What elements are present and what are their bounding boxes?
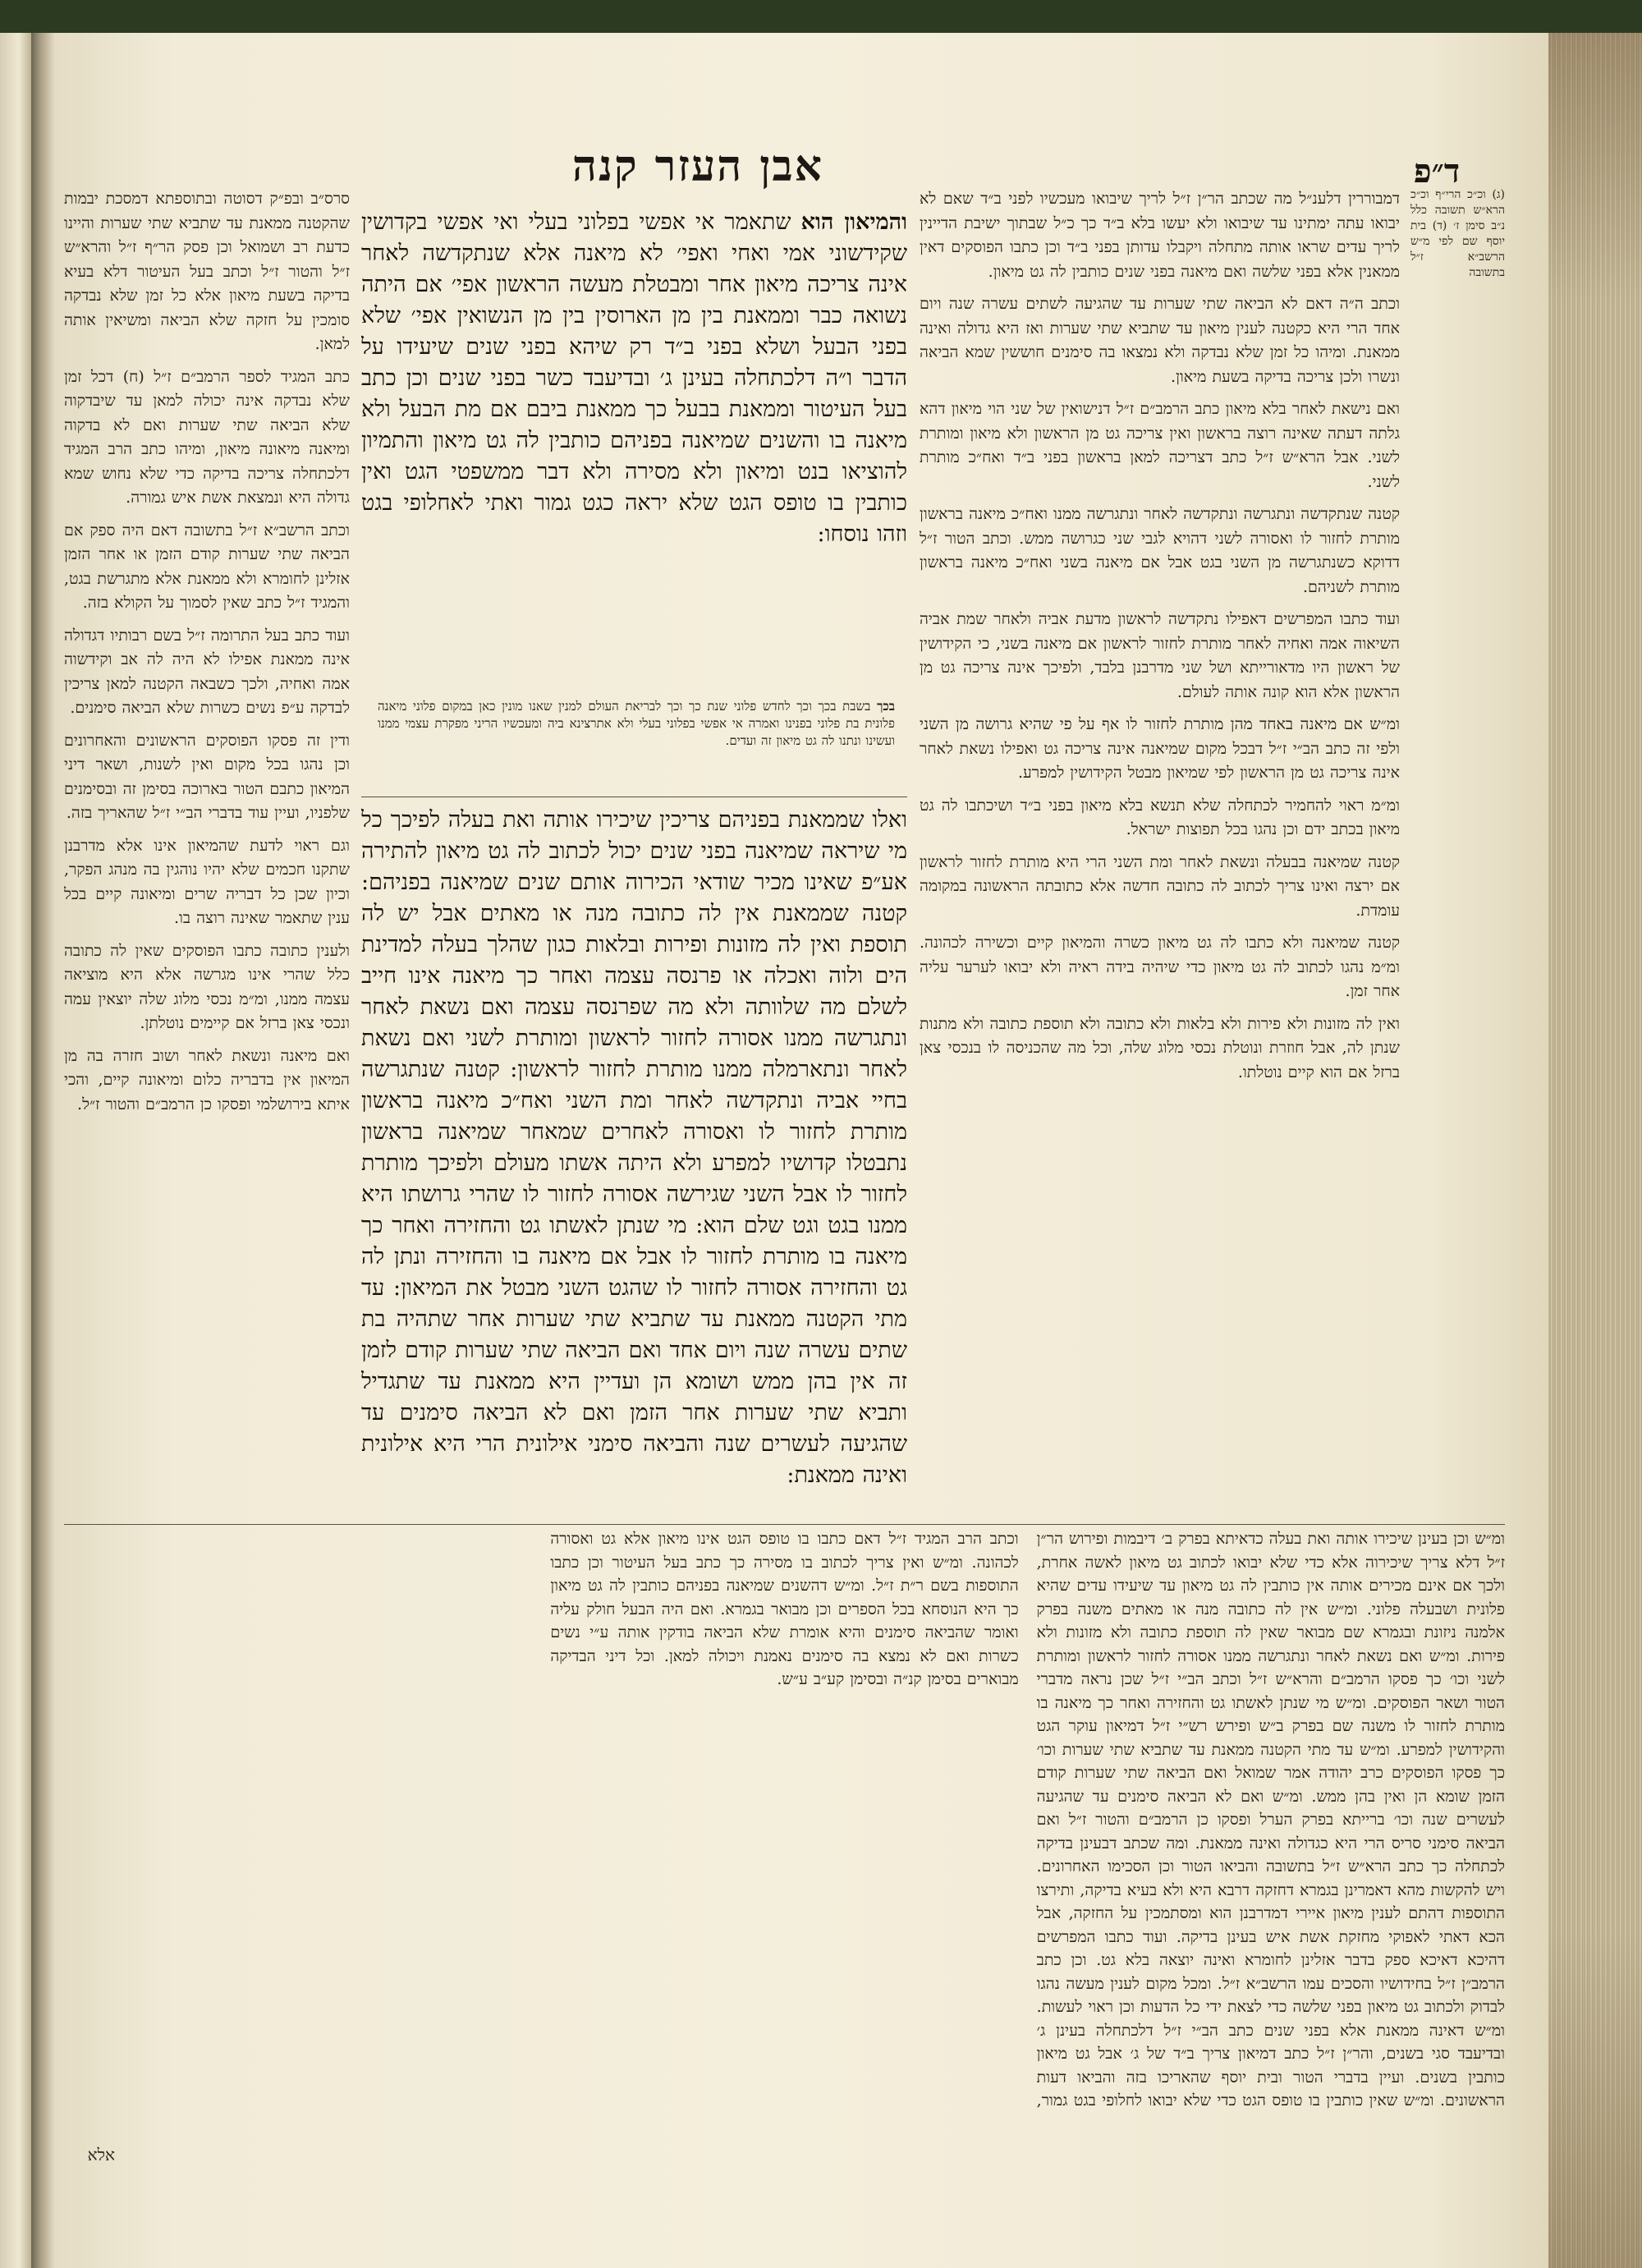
main-text-block — [361, 207, 907, 683]
catchword: אלא — [87, 2145, 115, 2165]
folio-number: ד״פ — [1413, 152, 1461, 191]
formula-lead-word: בכך — [877, 699, 895, 714]
bottom-commentary-text: ומ״ש וכן בעינן שיכירו אותה ואת בעלה כדאיתא בפרק ב׳ דיבמות ופירוש הר״ן ז״ל דלא צריך שיכירוה אלא כדי שלא יבואו לכתוב גט מיאון לאשה אחרת, ולכך אם אינם מכירים אותה אין כותבין לה גט מיאון עד שיעידו עדים שהיא פלונית ושבעלה פלוני. ומ״ש אין לה כתובה מנה או מאתים משנה בפרק אלמנה ניזונת ובגמרא שם מבואר שאין לה תוספת כתובה ולא מזונות ולא פירות. ומ״ש ואם נשאת לאחר ונתגרשה ממנו אסורה לחזור לראשון ומותרת לשני וכו׳ כך פסקו הרמב״ם והרא״ש ז״ל וכתב הב״י ז״ל שכן נראה מדברי הטור ושאר הפוסקים. ומ״ש מי שנתן לאשתו גט והחזירה ואחר כך מיאנה בו מותרת לחזור לו משנה שם בפרק ב״ש ופירש רש״י ז״ל דמיאון עוקר הגט והקידושין למפרע. ומ״ש עד מתי הקטנה ממאנת עד שתביא שתי שערות וכו׳ כך פסקו הפוסקים כרב יהודה אמר שמואל ואם הביאה שתי שערות קודם הזמן שומא הן ואין בהן ממש. ומ״ש ואם לא הביאה סימנים עד שהגיעה לעשרים שנה וכו׳ ברייתא בפרק הערל ופסקו כן הרמב״ם והטור ז״ל ואם הביאה סימני סריס הרי היא כגדולה ואינה ממאנת. ומה שכתב דבעינן בדיקה לכתחלה כך כתב הרא״ש ז״ל בתשובה והביאו הטור וכן הסכימו האחרונים. ויש להקשות מהא דאמרינן בגמרא דחזקה דרבא היא ולא בעיא בדיקה, ותירצו התוספות דהתם לענין מיאון איירי דמדרבנן הוא ומסתמכין על החזקה, אבל הכא דאתי לאפוקי מחזקת אשת איש בעינן בדיקה. ועוד כתבו המפרשים דהיכא דאיכא ספק בדבר אזלינן לחומרא ואינה יוצאה בלא גט. וכן כתב הרמב״ן ז״ל בחידושיו והסכים עמו הרשב״א ז״ל. ומכל מקום לענין מעשה נהגו לבדוק ולכתוב גט מיאון בפני שלשה כדי לצאת ידי כל הדעות וכן ראוי לעשות. ומ״ש דאינה ממאנת אלא בפני שנים כתב הב״י ז״ל דלכתחלה בעינן ג׳ ובדיעבד סגי בשנים, והר״ן ז״ל כתב דמיאון צריך ב״ד של ג׳ אבל גט מיאון כותבין בשנים. ועיין בדברי הטור ובית יוסף שהאריכו בזה והביאו דעות הראשונים. ומ״ש שאין כותבין בו טופס הגט כדי שלא יבואו לחלופי בגט גמור, וכתב הרב המגיד ז״ל דאם כתבו בו טופס הגט אינו מיאון אלא גט ואסורה לכהונה. ומ״ש ואין צריך לכתוב בו מסירה כך כתב בעל העיטור וכן כתבו התוספות בשם ר״ת ז״ל. ומ״ש דהשנים שמיאנה בפניהם כותבין לה גט מיאון כך היא הנוסחא בכל הספרים וכן מבואר בגמרא. ואם היה הבעל חולק עליה ואומר שהביאה סימנים והיא אומרת שלא הביאה בודקין אותה ע״י נשים כשרות ואם לא נמצא בה סימנים נאמנת ויכולה למאן. וכל דיני הבדיקה מבוארים בסימן קנ״ה ובסימן קע״ב ע״ש. — [550, 1530, 1505, 2110]
commentary-paragraph: סרס״ב ובפ״ק דסוטה ובתוספתא דמסכת יבמות שהקטנה ממאנת עד שתביא שתי שערות והיינו כדעת רב ושמואל וכן פסק הר״ף ז״ל והרא״ש ז״ל והטור ז״ל וכתב בעל העיטור דלא בעיא בדיקה בשעת מיאון אלא כל זמן שלא נבדקה סומכין על חזקה שלא הביאה ומשיאין אותה למאן. — [64, 190, 350, 353]
left-commentary-column — [64, 187, 350, 1526]
bottom-section-divider — [64, 1524, 1505, 1525]
commentary-paragraph: ומ״מ ראוי להחמיר לכתחלה שלא תנשא בלא מיאון בפני ב״ד ושיכתבו לה גט מיאון בכתב ידם וכן נהגו בכל תפוצות ישראל. — [920, 796, 1400, 838]
bottom-commentary-block — [64, 1527, 1505, 2135]
commentary-paragraph: ואם נישאת לאחר בלא מיאון כתב הרמב״ם ז״ל דנישואין של שני הוי מיאון דהא גלתה דעתה שאינה רוצה בראשון ואין צריכה גט מן הראשון ולא מיאון ומותרת לשני. אבל הרא״ש ז״ל כתב דצריכה למאן בראשון בפני ב״ד ואח״כ מותרת לשני. — [920, 400, 1400, 491]
commentary-paragraph: ומ״ש אם מיאנה באחד מהן מותרת לחזור לו אף על פי שהיא גרושה מן השני ולפי זה כתב הב״י ז״ל דבכל מקום שמיאנה אינה צריכה גט ואפילו נשאת לאחר אינה צריכה גט מן הראשון לפי שמיאון מבטל הקידושין למפרע. — [920, 715, 1400, 782]
margin-note — [1410, 187, 1505, 335]
fore-edge-shadow — [1548, 33, 1642, 2268]
book-gutter — [31, 33, 54, 2268]
scan-background — [0, 0, 1642, 33]
commentary-paragraph: ולענין כתובה כתבו הפוסקים שאין לה כתובה כלל שהרי אינו מגרשה אלא היא מוציאה עצמה ממנו, ומ״מ נכסי מלוג שלה יוצאין עמה ונכסי צאן ברזל אם קיימים נוטלתן. — [64, 941, 350, 1032]
commentary-paragraph: קטנה שמיאנה בבעלה ונשאת לאחר ומת השני הרי היא מותרת לחזור לראשון אם ירצה ואינו צריך לכתוב לה כתובה חדשה אלא כתובתה הראשונה במקומה עומדת. — [920, 852, 1400, 920]
commentary-paragraph: כתב המגיד לספר הרמב״ם ז״ל (ח) דכל זמן שלא נבדקה אינה יכולה למאן עד שיבדקוה שלא הביאה שתי שערות ואם לא בדקוה ומיאנה מיאונה מיאון, ומיהו כתב הרב המגיד דלכתחלה צריכה בדיקה כדי שלא נחוש שמא גדולה היא ונמצאת אשת איש גמורה. — [64, 367, 350, 507]
commentary-paragraph: וכתב הרשב״א ז״ל בתשובה דאם היה ספק אם הביאה שתי שערות קודם הזמן או אחר הזמן אזלינן לחומרא ולא ממאנת אלא מתגרשת בגט, והמגיד ז״ל כתב שאין לסמוך על הקולא בזה. — [64, 521, 350, 612]
running-title: אבן העזר קנה — [572, 141, 823, 191]
commentary-paragraph: ועוד כתבו המפרשים דאפילו נתקדשה לראשון מדעת אביה ולאחר שמת אביה השיאוה אמה ואחיה לאחר מותרת לחזור לראשון אם מיאנה בשני, כי הקידושין של ראשון היו מדאורייתא ושל שני מדרבנן בלבד, ולפיכך אינה צריכה גט מן הראשון אלא הוא קונה אותה לעולם. — [920, 610, 1400, 701]
formula-text: בשבת בכך וכך לחדש פלוני שנת כך וכך לבריאת העולם למנין שאנו מונין כאן במקום פלוני מיאנה פלונית בת פלוני בפנינו ואמרה אי אפשי בפלוני בעלי ולא אתרצינא ביה ומעכשיו הריני מפקרת עצמי ממנו ועשינו ונתנו לה גט מיאון זה ועדים. — [378, 699, 895, 748]
main-text-block-continued — [361, 805, 907, 1523]
get-mius-formula — [378, 698, 895, 797]
commentary-paragraph: ואין לה מזונות ולא פירות ולא בלאות ולא כתובה ולא תוספת כתובה ולא מתנות שנתן לה, אבל חוזרת ונוטלת נכסי מלוג שלה, וכל מה שהכניסה לו בנכסי צאן ברזל אם הוא קיים נוטלתו. — [920, 1014, 1400, 1081]
main-text-body-continued: ואלו שממאנת בפניהם צריכין שיכירו אותה ואת בעלה לפיכך כל מי שיראה שמיאנה בפני שנים יכול לכתוב לה גט מיאון להתירה אע״פ שאינו מכיר שודאי הכירוה אותם שנים שמיאנה בפניהם: קטנה שממאנת אין לה כתובה מנה או מאתים אבל יש לה תוספת ואין לה מזונות ופירות ובלאות כגון שהלך בעלה למדינת הים ולוה ואכלה או פרנסה עצמה ואחר כך מיאנה אינו חייב לשלם מה שלוותה ולא מה שפרנסה עצמה ואם נשאת לאחר ונתגרשה ממנו אסורה לחזור לראשון ומותרת לשני ואם נשאת לאחר ונתארמלה ממנו מותרת לחזור לראשון: קטנה שנתגרשה בחיי אביה ונתקדשה לאחר ומת השני ואח״כ מיאנה בראשון מותרת לחזור לו ואסורה לאחרים שמאחר שמיאנה בראשון נתבטלו קדושיו למפרע ולא היתה אשתו מעולם ולפיכך מותרת לחזור לו אבל השני שגירשה אסורה לחזור לו שהרי גרושתו היא ממנו בגט וגט שלם הוא: מי שנתן לאשתו גט והחזירה ואחר כך מיאנה בו מותרת לחזור לו אבל אם מיאנה בו והחזירה ונתן לה גט והחזירה אסורה לחזור לו שהגט השני מבטל את המיאון: עד מתי הקטנה ממאנת עד שתביא שתי שערות אחר שתהיה בת שתים עשרה שנה ויום אחד ואם הביאה שתי שערות קודם לזמן זה אין בהן ממש ושומא הן ועדיין היא ממאנת עד שתגדיל ותביא שתי שערות אחר הזמן ואם לא הביאה סימנים עד שהגיעה לעשרים שנה והביאה סימני אילונית הרי היא אילונית ואינה ממאנת: — [361, 807, 907, 1488]
commentary-paragraph: וכתב ה״ה דאם לא הביאה שתי שערות עד שהגיעה לשתים עשרה שנה ויום אחד הרי היא כקטנה לענין מיאון עד שתביא שתי שערות ואז היא גדולה ואינה ממאנת. ומיהו כל זמן שלא נבדקה ולא נמצאו בה סימנים חוששין שמא הביאה ונשרו ולכן צריכה בדיקה בשעת מיאון. — [920, 295, 1400, 386]
commentary-paragraph: ודין זה פסקו הפוסקים הראשונים והאחרונים וכן נהגו בכל מקום ואין לשנות, ושאר דיני המיאון כתבם הטור בארוכה בסימן זה ובסימנים שלפניו, ועיין עוד בדברי הב״י ז״ל שהאריך בזה. — [64, 731, 350, 822]
main-text-lead-word: והמיאון הוא — [800, 209, 907, 235]
commentary-paragraph: קטנה שנתקדשה ונתגרשה ונתקדשה לאחר ונתגרשה ממנו ואח״כ מיאנה בראשון מותרת לחזור לו ואסורה לשני דהויא לגבי שני כגרושה ממש. וכתב הטור ז״ל דדוקא כשנתגרשה מן השני בגט אבל אם מיאנה בשני ואח״כ מיאנה בראשון מותרת לשניהם. — [920, 505, 1400, 596]
commentary-paragraph: וגם ראוי לדעת שהמיאון אינו אלא מדרבנן שתקנו חכמים שלא יהיו נוהגין בה מנהג הפקר, וכיון שכן כל דבריה שרים ומיאונה קיים בכל ענין שתאמר שאינה רוצה בו. — [64, 836, 350, 927]
commentary-paragraph: דמבוררין דלענ״ל מה שכתב הר״ן ז״ל לריך שיבואו מעכשיו לפני ב״ד שאם לא יבואו עתה ימתינו עד שיבואו ולא יעשו בלא ב״ד כך כ״ל שבתוך ישיבת הדיינין לריך עדים שראו אותה מתחלה ויקבלו עדותן בפני ב״ד וכן כתבו הפוסקים דאין ממאנין אלא בפני שלשה ואם מיאנה בפני שנים כותבין לה גט מיאון. — [920, 190, 1400, 281]
right-commentary-column — [920, 187, 1400, 1489]
previous-page-edge — [0, 33, 31, 2268]
commentary-paragraph: קטנה שמיאנה ולא כתבו לה גט מיאון כשרה והמיאון קיים וכשירה לכהונה. ומ״מ נהגו לכתוב לה גט מיאון כדי שיהיה בידה ראיה ולא יבואו לערער עליה אחר זמן. — [920, 934, 1400, 1000]
margin-note-text: (ג) וכ״כ הרי״ף וכ״כ הרא״ש תשובה כלל נ״ב סימן ז׳ (ד) בית יוסף שם לפי מ״ש הרשב״א ז״ל בתשובה — [1410, 188, 1505, 279]
commentary-paragraph: ואם מיאנה ונשאת לאחר ושוב חזרה בה מן המיאון אין בדבריה כלום ומיאונה קיים, והכי איתא בירושלמי ופסקו כן הרמב״ם והטור ז״ל. — [64, 1046, 350, 1113]
commentary-paragraph: ועוד כתב בעל התרומה ז״ל בשם רבותיו דגדולה אינה ממאנת אפילו לא היה לה אב וקידשוה אמה ואחיה, ולכך כשבאה הקטנה למאן צריכין לבדקה ע״פ נשים כשרות שלא הביאה סימנים. — [64, 626, 350, 717]
main-text-body: שתאמר אי אפשי בפלוני בעלי ואי אפשי בקדושין שקידשוני אמי ואחי ואפי׳ לא מיאנה אלא שנתקדשה לאחר אינה צריכה מיאון אחר ומבטלת מעשה הראשון אפי׳ אם היתה נשואה כבר וממאנת בין מן הארוסין בין מן הנשואין אפי׳ שלא בפני הבעל ושלא בפני ב״ד רק שיהא בפני שנים שיעידו על הדבר ו״ה דלכתחלה בעינן ג׳ ובדיעבד כשר בפני שנים וכן כתב בעל העיטור וממאנת בבעל כך ממאנת ביבם אם מת הבעל ולא מיאנה בו והשנים שמיאנה בפניהם כותבין לה גט מיאון והתמיון להוציאו בנט ומיאון ולא מסירה ולא דבר ממשפטי הגט ואין כותבין בו טופס הגט שלא יראה כגט גמור ואתי לאחלופי בגט וזהו נוסחו: — [361, 209, 907, 547]
